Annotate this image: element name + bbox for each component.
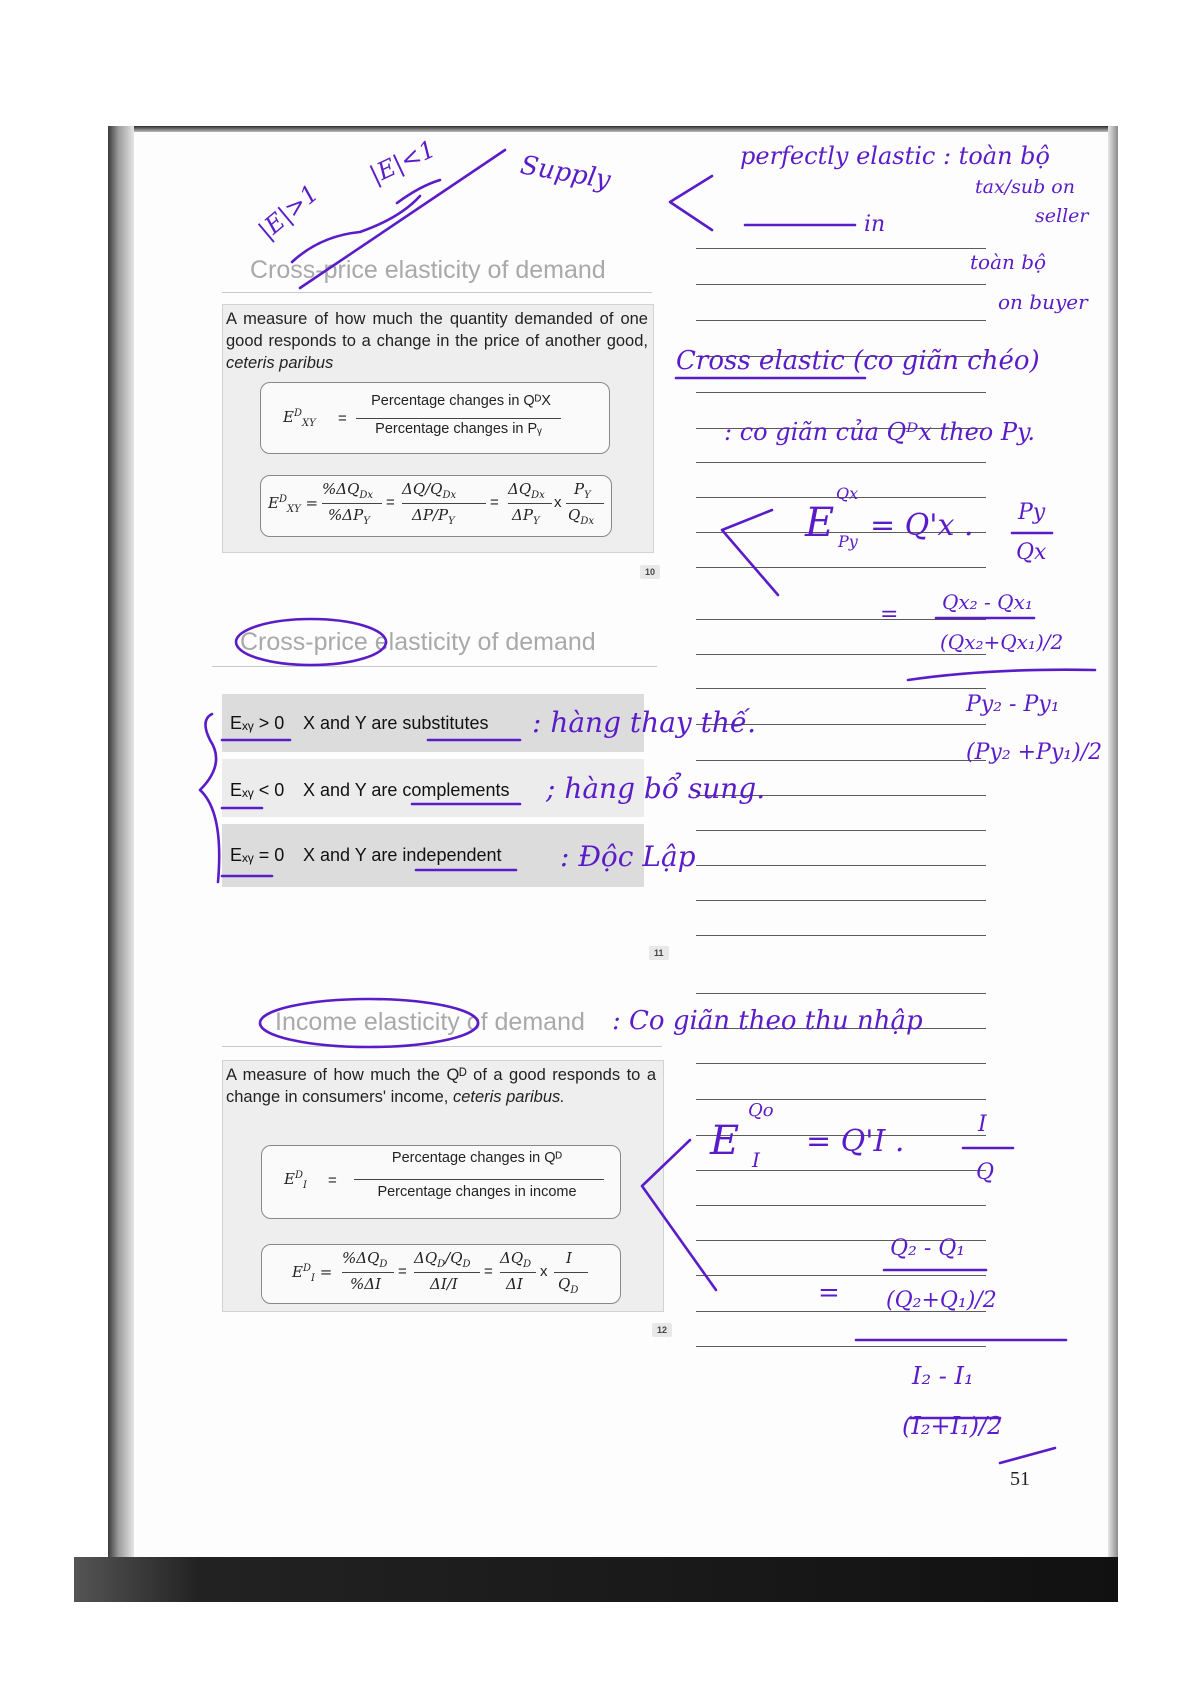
slide1-formula2-t1-den: $\%\Delta P_Y$	[328, 506, 370, 527]
slide3-definition: A measure of how much the Qᴰ of a good responds to a change in consumers' income, ceteris paribus.	[226, 1066, 656, 1106]
hw-formula-rhs: = Q'x .	[870, 508, 974, 543]
hw-doc-lap: : Độc Lập	[560, 840, 696, 873]
hw-inc-diff-i: I₂ - I₁	[912, 1362, 974, 1390]
slide3-formula2-lhs: $E^D_I$ =	[292, 1263, 333, 1284]
hw-inc-equals: =	[818, 1278, 840, 1308]
brace-rows	[200, 714, 219, 882]
hw-hang-thay-the: : hàng thay thế.	[532, 706, 757, 739]
hw-inc-rhs: = Q'I .	[806, 1124, 905, 1159]
hw-supply: Supply	[518, 150, 613, 196]
hw-formula-e: E	[805, 500, 835, 546]
slide1-number: 10	[640, 565, 660, 579]
circle-cross-price	[236, 619, 386, 665]
hw-diff-p: Py₂ - Py₁	[966, 692, 1060, 717]
hw-mid-p: (Py₂ +Py₁)/2	[966, 740, 1103, 765]
slide1-formula2-eq2: =	[490, 494, 499, 511]
slide3-formula-symbol: $E^D_I$	[284, 1170, 307, 1191]
slide1-formula-numerator: Percentage changes in QᴰX	[371, 393, 551, 409]
hw-formula-sub: Py	[838, 532, 858, 551]
hw-diff-q: Qx₂ - Qx₁	[942, 590, 1033, 614]
slide3-formula2-t4-den: $Q_D$	[558, 1275, 579, 1296]
slide1-formula2-t1-num: $\%\Delta Q_{Dx}$	[322, 480, 374, 501]
slide1-formula-denominator: Percentage changes in Pᵧ	[375, 421, 542, 437]
hw-inc-mid-q: (Q₂+Q₁)/2	[886, 1288, 997, 1313]
slide3-title: Income elasticity of demand	[275, 1008, 585, 1036]
slide1-formula2-eq1: =	[386, 494, 395, 511]
hw-e-lt-1: |E|<1	[365, 134, 440, 190]
slide2-row1-text: X and Y are substitutes	[303, 713, 489, 733]
hw-on-buyer: on buyer	[998, 290, 1088, 314]
hw-hang-bo-sung: ; hàng bổ sung.	[546, 772, 766, 805]
slide3-formula-numerator: Percentage changes in Qᴰ	[391, 1150, 563, 1166]
slide1-formula2-t2-num: $\Delta Q/Q_{Dx}$	[402, 480, 457, 501]
hw-inc-sub: I	[752, 1148, 760, 1172]
slide2-row1-cond: Eₓᵧ > 0	[230, 713, 285, 733]
hw-e-gt-1: |E|>1	[253, 179, 324, 245]
slide1-formula-equals: =	[338, 410, 347, 427]
slide3-formula2-t3-num: $\Delta Q_D$	[500, 1249, 532, 1270]
slide3-formula2-t3-den: ΔI	[506, 1275, 523, 1293]
hw-perfectly-elastic: perfectly elastic : toàn bộ	[740, 142, 1050, 170]
hw-inc-frac-q: Q	[976, 1160, 995, 1185]
hw-frac-py: Py	[1018, 500, 1046, 525]
big-frac-line	[908, 670, 1095, 680]
slide3-formula2-eq1: =	[398, 1263, 407, 1280]
hw-formula-sup: Qx	[836, 484, 859, 503]
hw-toan-bo: toàn bộ	[970, 250, 1047, 274]
bracket-formula	[722, 510, 778, 595]
slide1-formula-symbol: $E^D_{XY}$	[283, 408, 316, 429]
hw-inc-sup: Qo	[748, 1100, 774, 1121]
slide3-formula2-t2-den: ΔI/I	[430, 1275, 458, 1293]
slide3-formula-equals: =	[328, 1172, 337, 1189]
arrow-perfectly-elastic	[670, 176, 712, 230]
page-number: 51	[1010, 1468, 1030, 1490]
slide1-definition: A measure of how much the quantity demanded of one good responds to a change in the price of another good, ceteris paribus	[226, 310, 648, 372]
slide2-title: Cross-price elasticity of demand	[240, 628, 596, 656]
slide1-formula2-t4-den: $Q_{Dx}$	[568, 506, 594, 527]
slash-inc	[1000, 1448, 1055, 1463]
circle-income-elasticity	[260, 999, 478, 1047]
hw-seller: seller	[1035, 205, 1089, 227]
hw-mid-q: (Qx₂+Qx₁)/2	[940, 630, 1064, 654]
slide1-formula2-times: x	[554, 494, 562, 511]
slide1-title: Cross-price elasticity of demand	[250, 256, 606, 284]
hw-inc-frac-i: I	[978, 1112, 987, 1137]
slide3-formula2-times: x	[540, 1263, 548, 1280]
slide3-number: 12	[652, 1323, 672, 1337]
slide1-formula2-lhs: $E^D_{XY}$ =	[268, 494, 319, 515]
slide3-formula2-eq2: =	[484, 1263, 493, 1280]
slide3-formula2-t2-num: $\Delta Q_D/Q_D$	[414, 1249, 471, 1270]
hw-frac-qx: Qx	[1016, 540, 1047, 565]
slide3-formula2-t4-num: I	[566, 1249, 572, 1267]
hw-equals: =	[880, 602, 899, 627]
hw-cross-elastic: Cross elastic (co giãn chéo)	[676, 346, 1040, 376]
bracket-income-formula	[642, 1140, 716, 1290]
slide1-formula2-t3-den: $\Delta P_Y$	[512, 506, 540, 527]
slide3-formula2-t1-den: %ΔI	[350, 1275, 382, 1293]
slide2-row2-text: X and Y are complements	[303, 780, 510, 800]
hw-co-gian-cua: : co giãn của Qᴰx theo Py.	[724, 418, 1035, 446]
slide3-formula2-t1-num: $\%\Delta Q_D$	[342, 1249, 388, 1270]
slide2-number: 11	[649, 946, 669, 960]
slide2-row2-cond: Eₓᵧ < 0	[230, 780, 285, 800]
slide2-row3-cond: Eₓᵧ = 0	[230, 845, 285, 865]
slide1-formula2-t4-num: $P_Y$	[574, 480, 591, 501]
slide1-formula2-t2-den: $\Delta P/P_Y$	[412, 506, 455, 527]
hw-in: in	[864, 212, 886, 237]
hw-inc-diff-q: Q₂ - Q₁	[890, 1236, 966, 1261]
slide2-row3-text: X and Y are independent	[303, 845, 502, 865]
slide1-formula2-t3-num: $\Delta Q_{Dx}$	[508, 480, 545, 501]
slide3-formula-denominator: Percentage changes in income	[377, 1184, 577, 1200]
hw-inc-e: E	[710, 1118, 740, 1164]
hw-co-gian-thu-nhap: : Co giãn theo thu nhập	[612, 1006, 923, 1036]
hw-tax-sub: tax/sub on	[975, 176, 1075, 198]
hw-inc-mid-i: (I₂+I₁)/2	[902, 1412, 1003, 1440]
